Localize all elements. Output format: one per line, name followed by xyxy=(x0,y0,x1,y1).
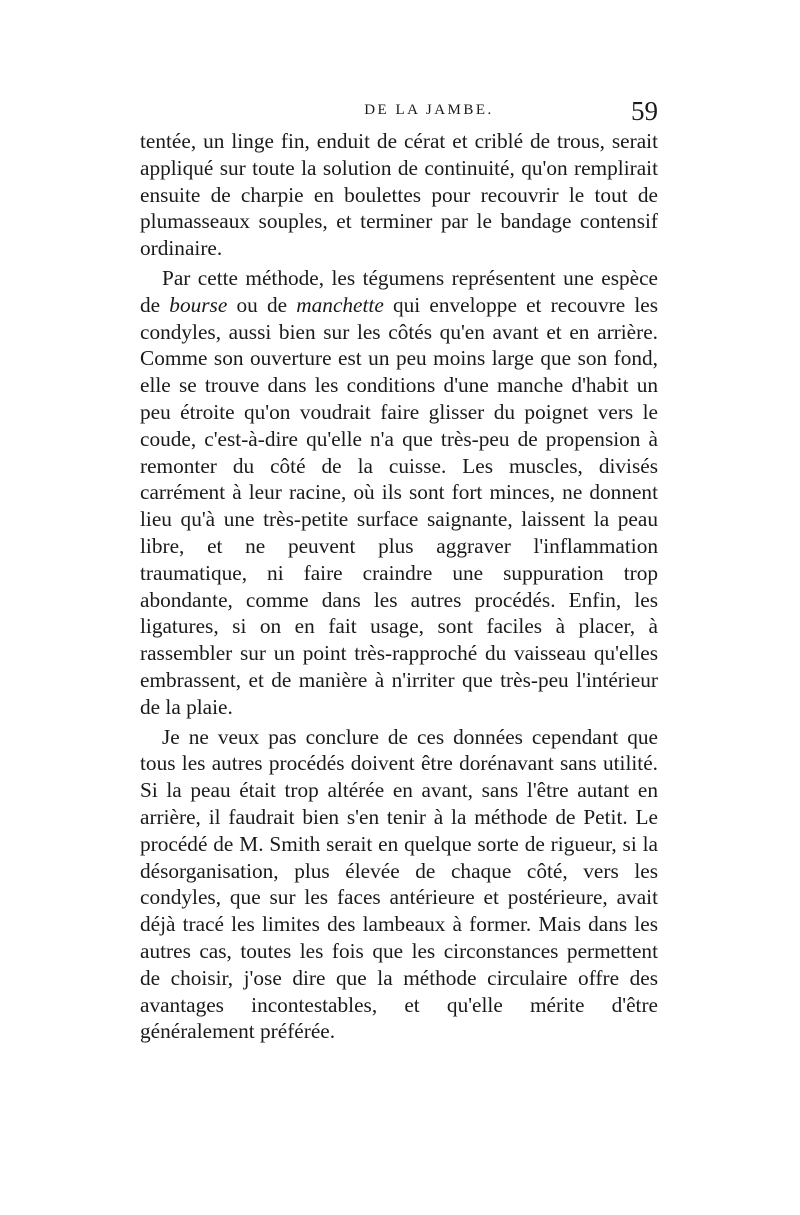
paragraph-methode xyxy=(140,265,658,721)
paragraph-text-segment: qui enveloppe et recouvre les condyles, aussi bien sur les côtés qu'en avant et en arrière. Comme son ouverture est un peu moins large que son fond, elle se trouve dans les conditions d'une manche d'habit un peu étroite qu'on voudrait faire glisser du poignet vers le coude, c'est-à-dire qu'elle n'a que très-peu de propension à remonter du côté de la cuisse. Les muscles, divisés carrément à leur racine, où ils sont fort minces, ne donnent lieu qu'à une très-petite surface saignante, laissent la peau libre, et ne peuvent plus aggraver l'inflammation traumatique, ni faire craindre une suppuration trop abondante, comme dans les autres procédés. Enfin, les ligatures, si on en fait usage, sont faciles à placer, à rassembler sur un point très-rapproché du vaisseau qu'elles embrassent, et de manière à n'irriter que très-peu l'intérieur de la plaie. xyxy=(140,292,658,719)
running-title: DE LA JAMBE. xyxy=(364,102,494,118)
paragraph-continuation: tentée, un linge fin, enduit de cérat et criblé de trous, serait appliqué sur toute la solution de continuité, qu'on remplirait ensuite de charpie en boulettes pour recouvrir le tout de plumasseaux souples, et terminer par le bandage contensif ordinaire. xyxy=(140,129,658,261)
text-body xyxy=(140,128,658,1045)
page-number: 59 xyxy=(631,96,658,126)
paragraph-conclusion: Je ne veux pas conclure de ces données cependant que tous les autres procédés doivent être dorénavant sans utilité. Si la peau était trop altérée en avant, sans l'être autant en arrière, il faudrait bien s'en tenir à la méthode de Petit. Le procédé de M. Smith serait en quelque sorte de rigueur, si la désorganisation, plus élevée de chaque côté, vers les condyles, que sur les faces antérieure et postérieure, avait déjà tracé les limites des lambeaux à former. Mais dans les autres cas, toutes les fois que les circonstances permettent de choisir, j'ose dire que la méthode circulaire offre des avantages incontestables, et qu'elle mérite d'être généralement préférée. xyxy=(140,724,658,1044)
running-head xyxy=(140,96,658,130)
italic-term-manchette: manchette xyxy=(296,292,384,317)
italic-term-bourse: bourse xyxy=(169,292,228,317)
paragraph-text-segment: ou de xyxy=(227,292,297,317)
paragraph-text-segment: Par cette méthode, les tégumens représentent une espèce de xyxy=(140,265,658,317)
